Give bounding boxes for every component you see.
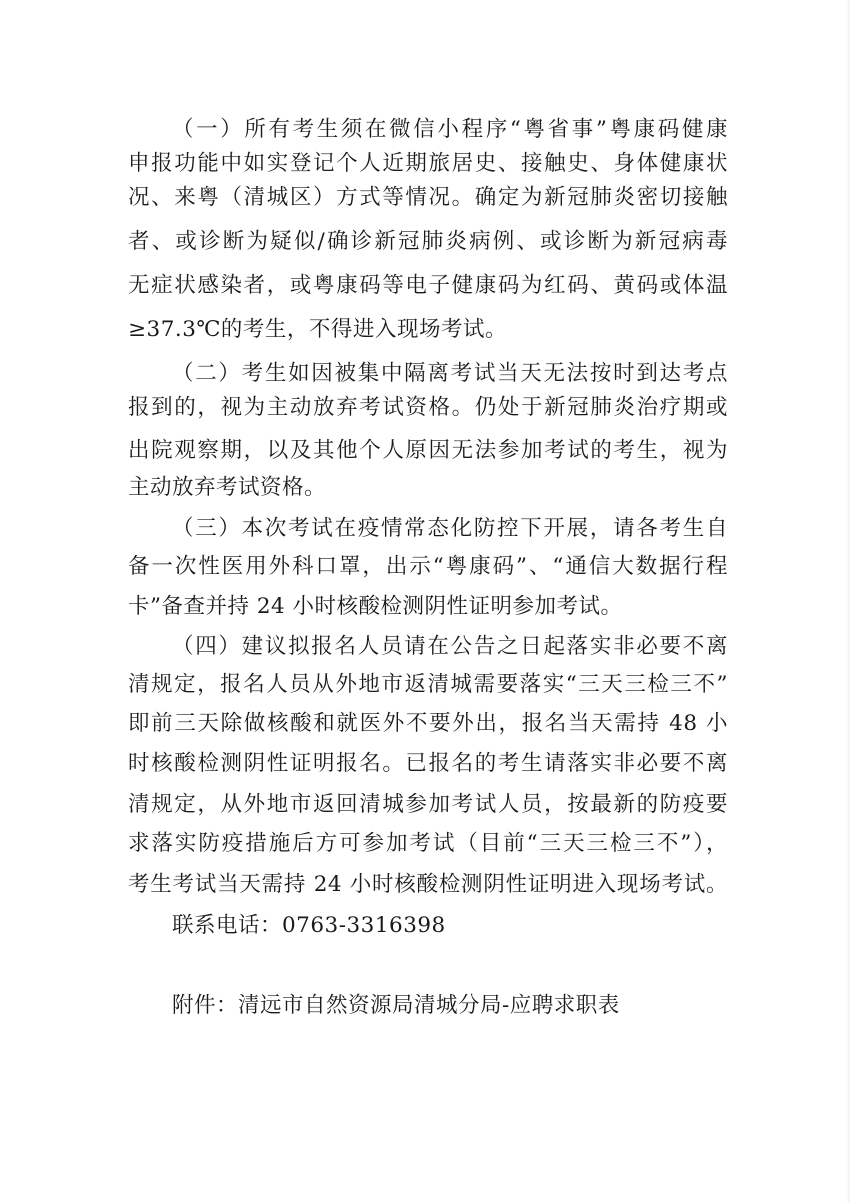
paragraph-2-line-2: 报到的，视为主动放弃考试资格。仍处于新冠肺炎治疗期或 (128, 395, 728, 420)
paragraph-3-line-1: （三）本次考试在疫情常态化防控下开展，请各考生自 (172, 516, 728, 541)
paragraph-1-line-6: ≥37.3℃的考生，不得进入现场考试。 (128, 317, 507, 342)
paragraph-2-line-1: （二）考生如因被集中隔离考试当天无法按时到达考点 (172, 361, 728, 386)
paragraph-1-line-5: 无症状感染者，或粤康码等电子健康码为红码、黄码或体温 (128, 273, 728, 298)
paragraph-4-line-3: 即前三天除做核酸和就医外不要外出，报名当天需持 48 小 (128, 711, 728, 736)
paragraph-4-line-7: 考生考试当天需持 24 小时核酸检测阴性证明进入现场考试。 (128, 872, 728, 897)
paragraph-1-line-3: 况、来粤（清城区）方式等情况。确定为新冠肺炎密切接触 (128, 185, 728, 210)
attachment-note: 附件：清远市自然资源局清城分局-应聘求职表 (172, 993, 620, 1018)
paragraph-4-line-2: 清规定，报名人员从外地市返清城需要落实“三天三检三不” (128, 672, 728, 697)
paragraph-4-line-5: 清规定，从外地市返回清城参加考试人员，按最新的防疫要 (128, 792, 728, 817)
paragraph-4-line-1: （四）建议拟报名人员请在公告之日起落实非必要不离 (172, 634, 728, 659)
paragraph-3-line-2: 备一次性医用外科口罩，出示“粤康码”、“通信大数据行程 (128, 554, 728, 579)
paragraph-1-line-4: 者、或诊断为疑似/确诊新冠肺炎病例、或诊断为新冠病毒 (128, 229, 728, 254)
paragraph-2-line-4: 主动放弃考试资格。 (128, 475, 327, 500)
paragraph-3-line-3: 卡”备查并持 24 小时核酸检测阴性证明参加考试。 (128, 594, 623, 619)
paragraph-1-line-1: （一）所有考生须在微信小程序“粤省事”粤康码健康 (172, 117, 728, 142)
paragraph-2-line-3: 出院观察期，以及其他个人原因无法参加考试的考生，视为 (128, 438, 728, 463)
paragraph-1-line-2: 申报功能中如实登记个人近期旅居史、接触史、身体健康状 (128, 151, 728, 176)
contact-phone: 联系电话：0763-3316398 (172, 913, 446, 938)
paragraph-4-line-4: 时核酸检测阴性证明报名。已报名的考生请落实非必要不离 (128, 751, 728, 776)
paragraph-4-line-6: 求落实防疫措施后方可参加考试（目前“三天三检三不”）， (128, 831, 728, 856)
scan-edge (846, 0, 850, 1202)
